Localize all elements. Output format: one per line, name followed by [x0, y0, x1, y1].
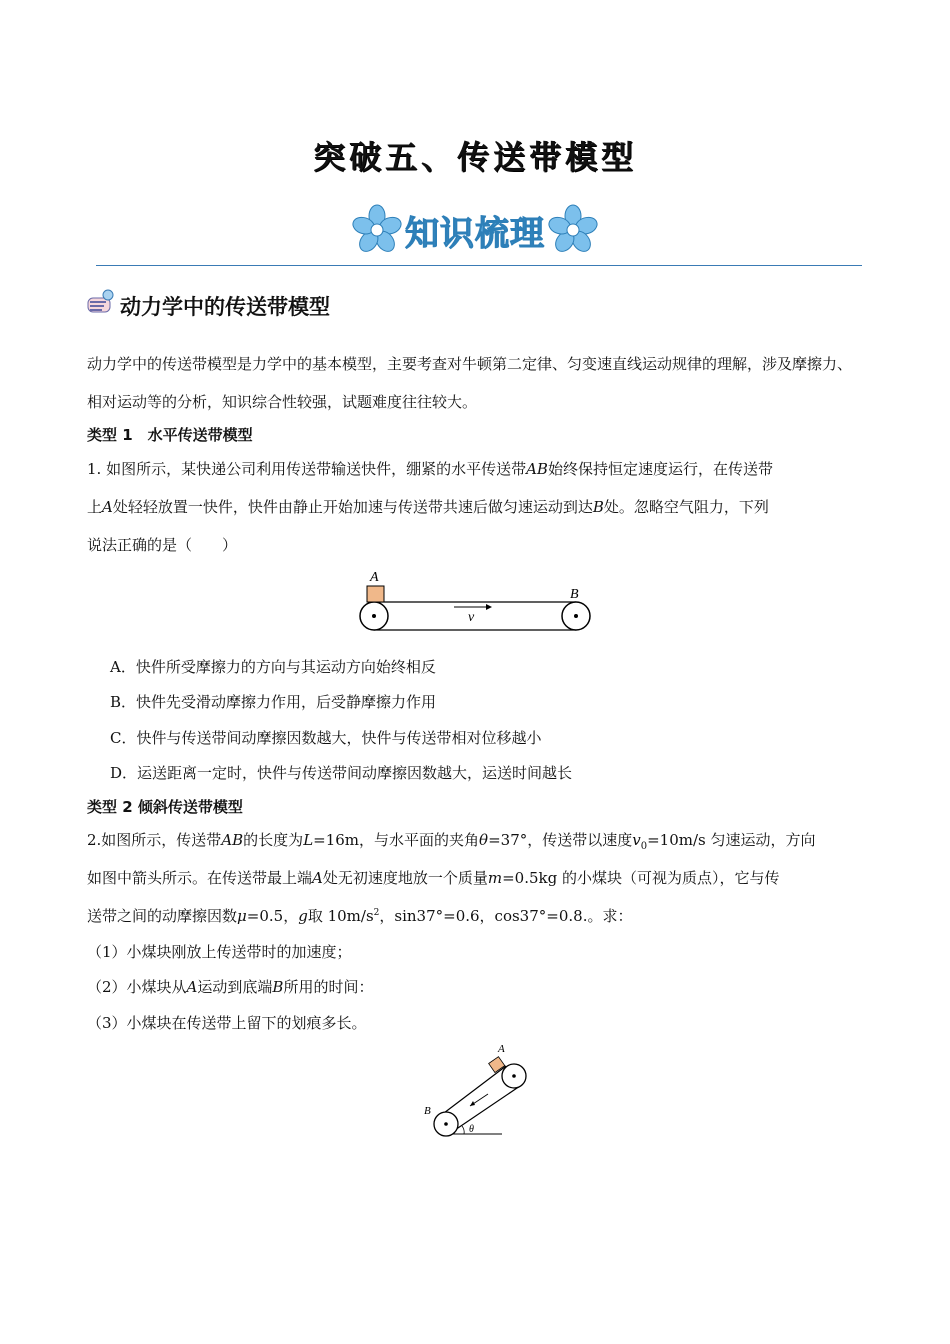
- flower-icon: [351, 204, 403, 256]
- q2-part1: （1）小煤块刚放上传送带时的加速度；: [87, 943, 352, 961]
- q2-line3: 送带之间的动摩擦因数μ=0.5，g取 $10m/s^2$，sin37°=0.6，cos37°=0.8.。求：: [87, 907, 633, 925]
- divider: [96, 265, 862, 266]
- flower-icon: [547, 204, 599, 256]
- banner-title: 知识梳理: [405, 213, 545, 254]
- option-b: B．快件先受滑动摩擦力作用，后受静摩擦力作用: [110, 693, 437, 711]
- knowledge-banner: [0, 198, 950, 262]
- option-c: C．快件与传送带间动摩擦因数越大，快件与传送带相对位移越小: [110, 729, 542, 747]
- q1-line3: 说法正确的是（ ）: [87, 536, 238, 554]
- label-b: B: [424, 1105, 431, 1117]
- q1-line2: 上A处轻轻放置一快件，快件由静止开始加速与传送带共速后做匀速运动到达B处。忽略空气阻力，下列: [87, 498, 769, 516]
- horizontal-conveyor-figure: [350, 566, 600, 636]
- q2-line2: 如图中箭头所示。在传送带最上端A处无初速度地放一个质量m=0.5kg 的小煤块（可视为质点），它与传: [87, 869, 780, 887]
- label-v: v: [468, 610, 475, 625]
- label-b: B: [570, 587, 579, 602]
- type2-heading: 类型 2 倾斜传送带模型: [87, 798, 243, 816]
- q1-line1: 1. 如图所示，某快递公司利用传送带输送快件，绷紧的水平传送带AB始终保持恒定速度运行，在传送带: [87, 460, 773, 478]
- q2-part3: （3）小煤块在传送带上留下的划痕多长。: [87, 1014, 367, 1032]
- inclined-conveyor-figure: [418, 1040, 538, 1144]
- option-a: A．快件所受摩擦力的方向与其运动方向始终相反: [110, 658, 436, 676]
- label-theta: θ: [469, 1124, 474, 1135]
- label-a: A: [498, 1043, 505, 1055]
- intro-paragraph: 动力学中的传送带模型是力学中的基本模型，主要考查对牛顿第二定律、匀变速直线运动规律的理解，涉及摩擦力、相对运动等的分析，知识综合性较强，试题难度往往较大。: [87, 355, 853, 411]
- section-title: 动力学中的传送带模型: [120, 295, 330, 319]
- q2-line1: 2.如图所示，传送带AB的长度为L=16m，与水平面的夹角θ=37°，传送带以速度$v_0=10m/s$ 匀速运动，方向: [87, 831, 816, 852]
- q2-part2: （2）小煤块从A运动到底端B所用的时间：: [87, 978, 374, 996]
- pointing-hand-icon: [86, 288, 118, 318]
- label-a: A: [370, 570, 379, 585]
- option-d: D．运送距离一定时，快件与传送带间动摩擦因数越大，运送时间越长: [110, 764, 573, 782]
- section-heading: [86, 288, 330, 318]
- type1-heading: 类型 1 水平传送带模型: [87, 426, 253, 444]
- page-title: 突破五、传送带模型: [312, 138, 637, 176]
